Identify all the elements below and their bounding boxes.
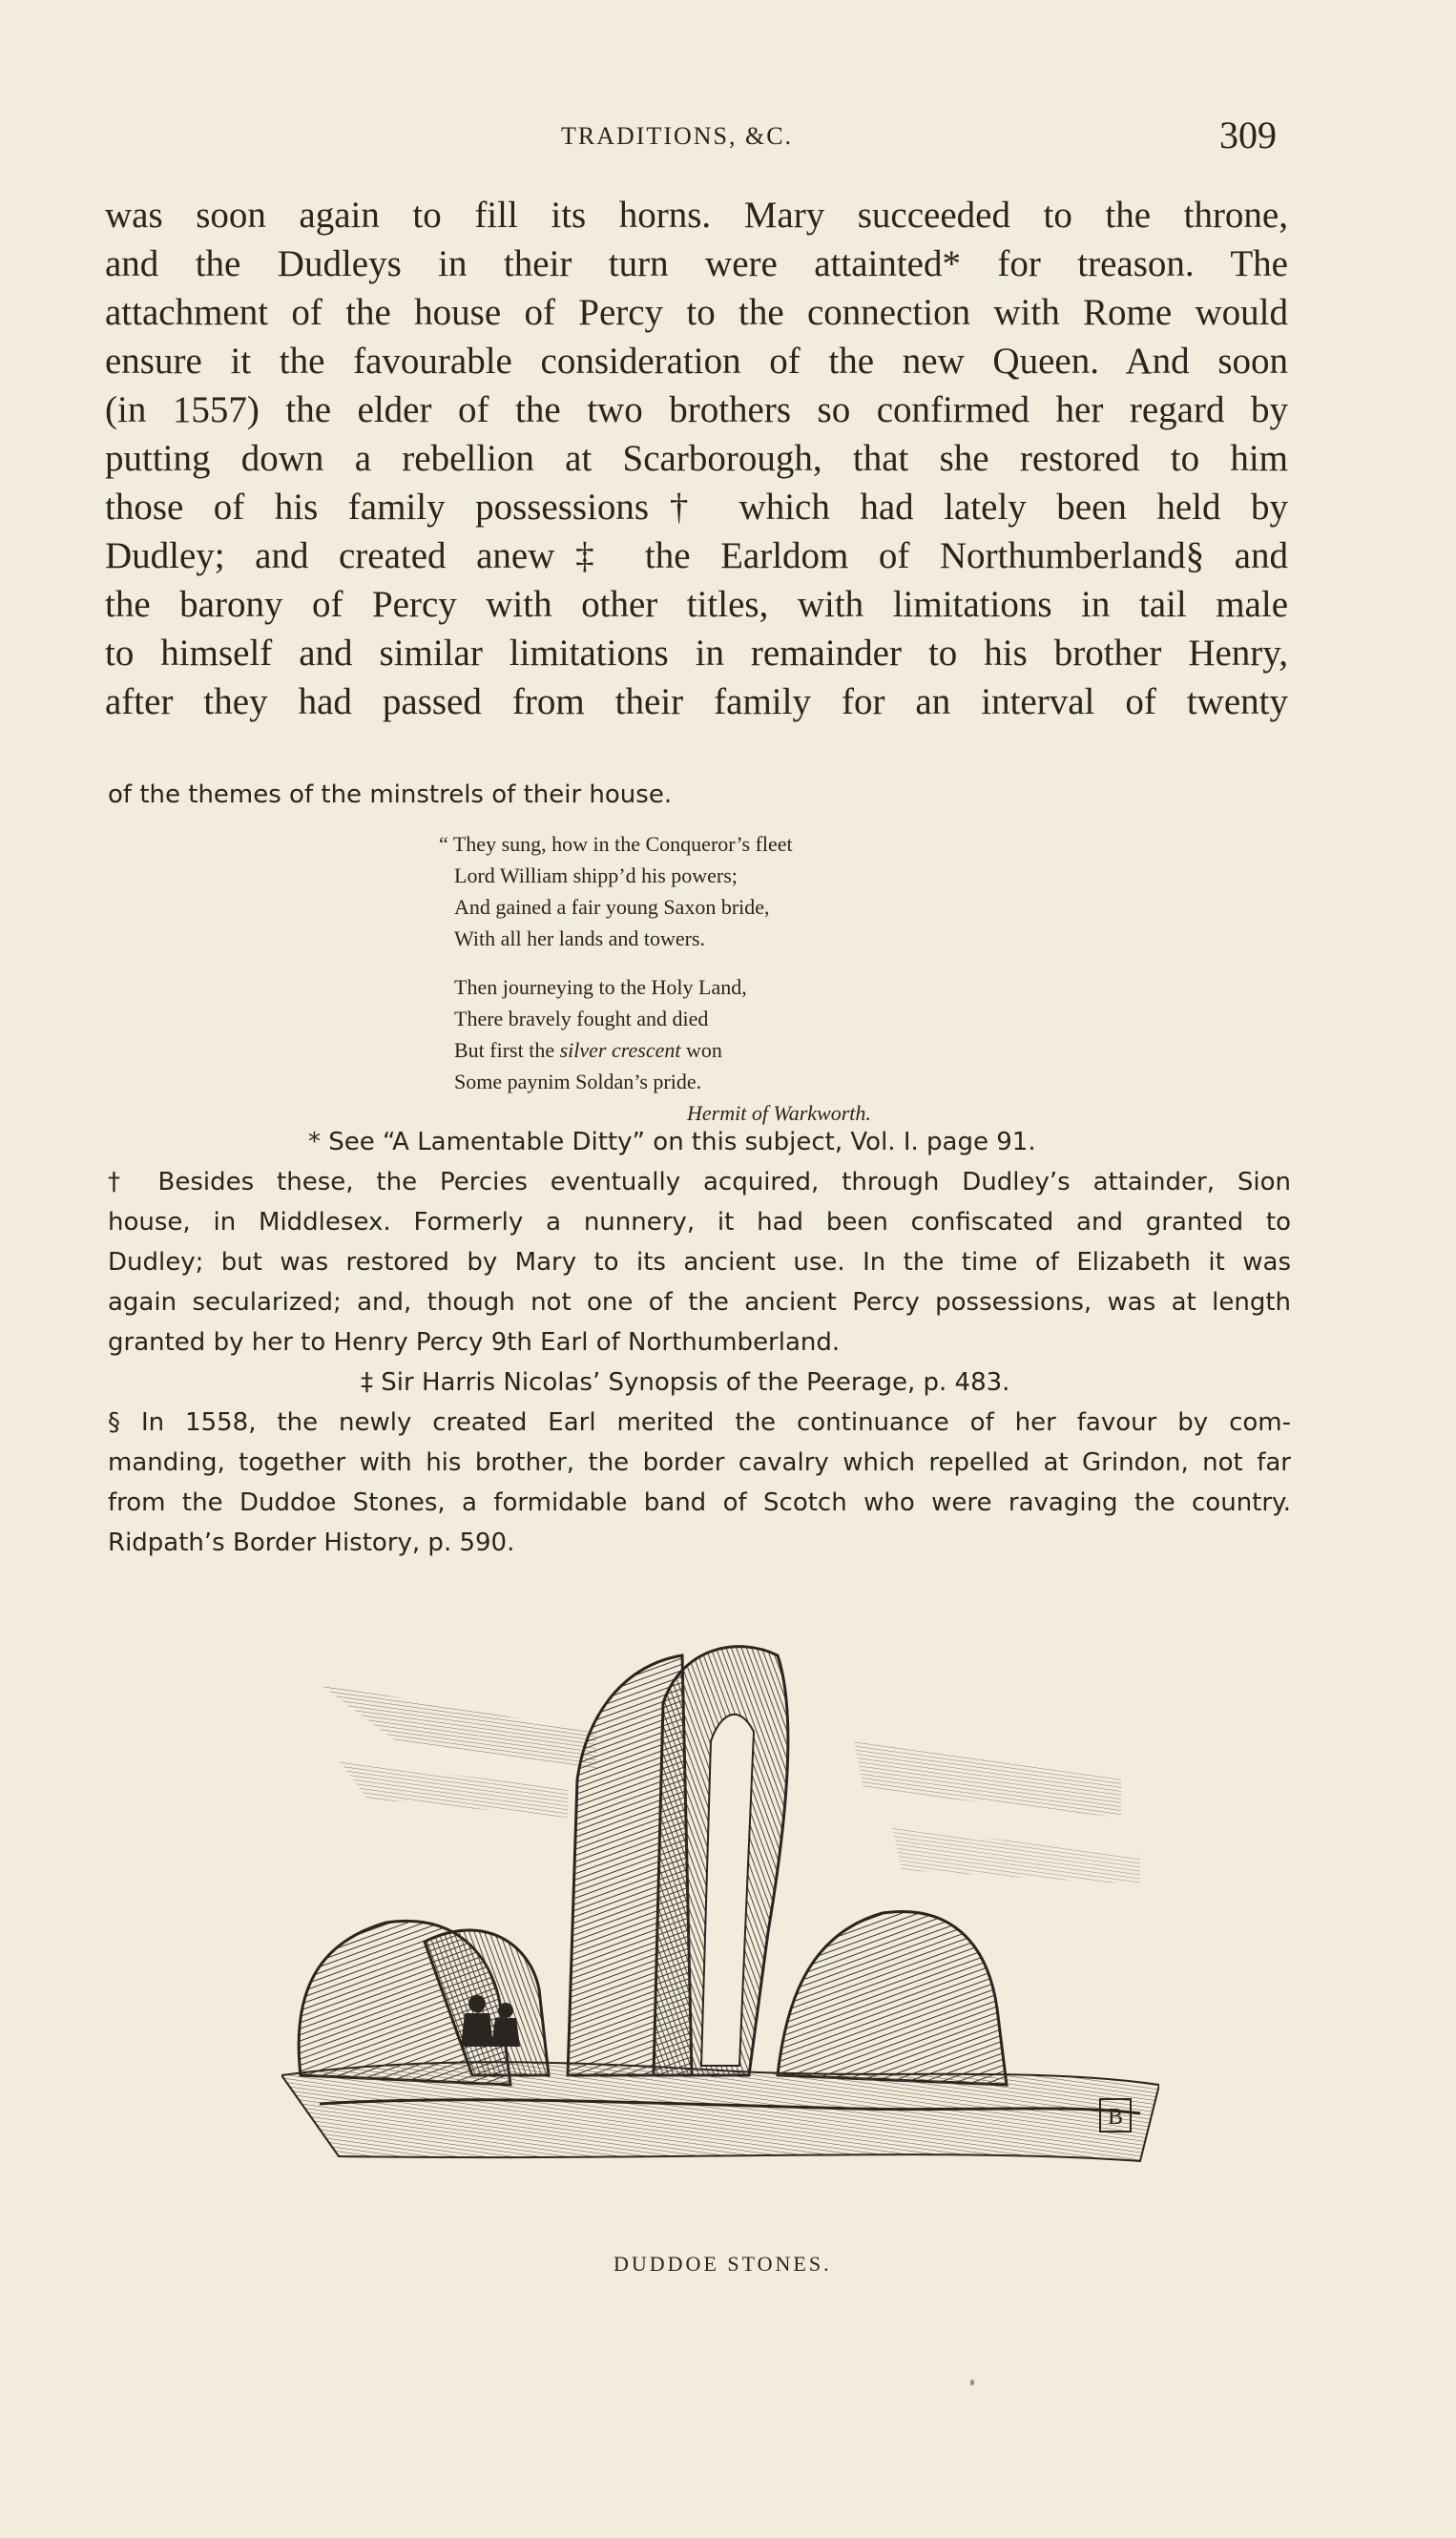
verse-line: And gained a fair young Saxon bride, bbox=[454, 895, 770, 919]
tall-stones bbox=[568, 1647, 788, 2075]
verse-line: With all her lands and towers. bbox=[454, 926, 706, 950]
body-text bbox=[105, 191, 1288, 726]
verse-italic: silver crescent bbox=[559, 1038, 681, 1062]
footnote-double-dagger: ‡ Sir Harris Nicolas’ Synopsis of the Peerage, p. 483. bbox=[361, 1368, 1010, 1397]
left-stone bbox=[299, 1921, 549, 2085]
ground bbox=[281, 2062, 1159, 2161]
footnote-dagger-line: granted by her to Henry Percy 9th Earl of Northumberland. bbox=[108, 1328, 841, 1357]
footnote-dagger-line: † Besides these, the Percies eventually acquired, through Dudley’s attainder, Sion bbox=[108, 1168, 1291, 1196]
verse-line: Lord William shipp’d his powers; bbox=[454, 863, 738, 887]
body-line: Dudley; and created anew‡ the Earldom of Northumberland§ and bbox=[105, 535, 1288, 576]
body-line: ensure it the favourable consideration of the new Queen. And soon bbox=[105, 341, 1288, 382]
running-head bbox=[0, 113, 1456, 160]
running-title: TRADITIONS, &C. bbox=[561, 122, 794, 150]
verse-line: “ They sung, how in the Conqueror’s fleet bbox=[439, 832, 793, 856]
verse-line: There bravely fought and died bbox=[454, 1007, 709, 1030]
body-line: and the Dudleys in their turn were attainted* for treason. The bbox=[105, 243, 1288, 284]
page-number: 309 bbox=[1219, 114, 1277, 156]
footnote-section-line: manding, together with his brother, the border cavalry which repelled at Grindon, not far bbox=[108, 1448, 1291, 1477]
body-line: those of his family possessions† which had lately been held by bbox=[105, 487, 1288, 528]
footnote-section-line: § In 1558, the newly created Earl merited the continuance of her favour by com- bbox=[108, 1408, 1291, 1437]
verse-line: But first the silver crescent won bbox=[454, 1038, 722, 1062]
body-line: to himself and similar limitations in remainder to his brother Henry, bbox=[105, 633, 1288, 674]
body-line: attachment of the house of Percy to the connection with Rome would bbox=[105, 292, 1288, 333]
verse-line: Then journeying to the Holy Land, bbox=[454, 975, 747, 999]
right-stone bbox=[778, 1911, 1007, 2085]
verse-quotation bbox=[439, 828, 871, 1129]
footnote-section-line: Ridpath’s Border History, p. 590. bbox=[108, 1529, 515, 1557]
footnote-dagger-line: house, in Middlesex. Formerly a nunnery, it had been confiscated and granted to bbox=[108, 1208, 1291, 1237]
body-line: (in 1557) the elder of the two brothers so confirmed her regard by bbox=[105, 389, 1288, 430]
body-line: after they had passed from their family for an interval of twenty bbox=[105, 681, 1288, 722]
footnote-section-line: from the Duddoe Stones, a formidable band of Scotch who were ravaging the country. bbox=[108, 1488, 1291, 1517]
footnotes bbox=[108, 1122, 1291, 1563]
note-continuation: of the themes of the minstrels of their house. bbox=[108, 780, 673, 809]
duddoe-stones-engraving bbox=[281, 1627, 1159, 2180]
footnote-dagger-line: Dudley; but was restored by Mary to its ancient use. In the time of Elizabeth it was bbox=[108, 1248, 1291, 1277]
verse-attribution: Hermit of Warkworth. bbox=[687, 1101, 871, 1125]
monogram-letter: B bbox=[1107, 2105, 1124, 2130]
paper-speck bbox=[970, 2380, 974, 2385]
footnote-dagger-line: again secularized; and, though not one of the ancient Percy possessions, was at length bbox=[108, 1288, 1291, 1317]
body-line: was soon again to fill its horns. Mary succeeded to the throne, bbox=[105, 195, 1288, 236]
body-line: putting down a rebellion at Scarborough, that she restored to him bbox=[105, 438, 1288, 479]
body-line: the barony of Percy with other titles, with limitations in tail male bbox=[105, 584, 1288, 625]
footnote-star: * See “A Lamentable Ditty” on this subject, Vol. I. page 91. bbox=[308, 1128, 1036, 1156]
illustration-caption: DUDDOE STONES. bbox=[614, 2252, 832, 2276]
verse-line: Some paynim Soldan’s pride. bbox=[454, 1070, 702, 1093]
